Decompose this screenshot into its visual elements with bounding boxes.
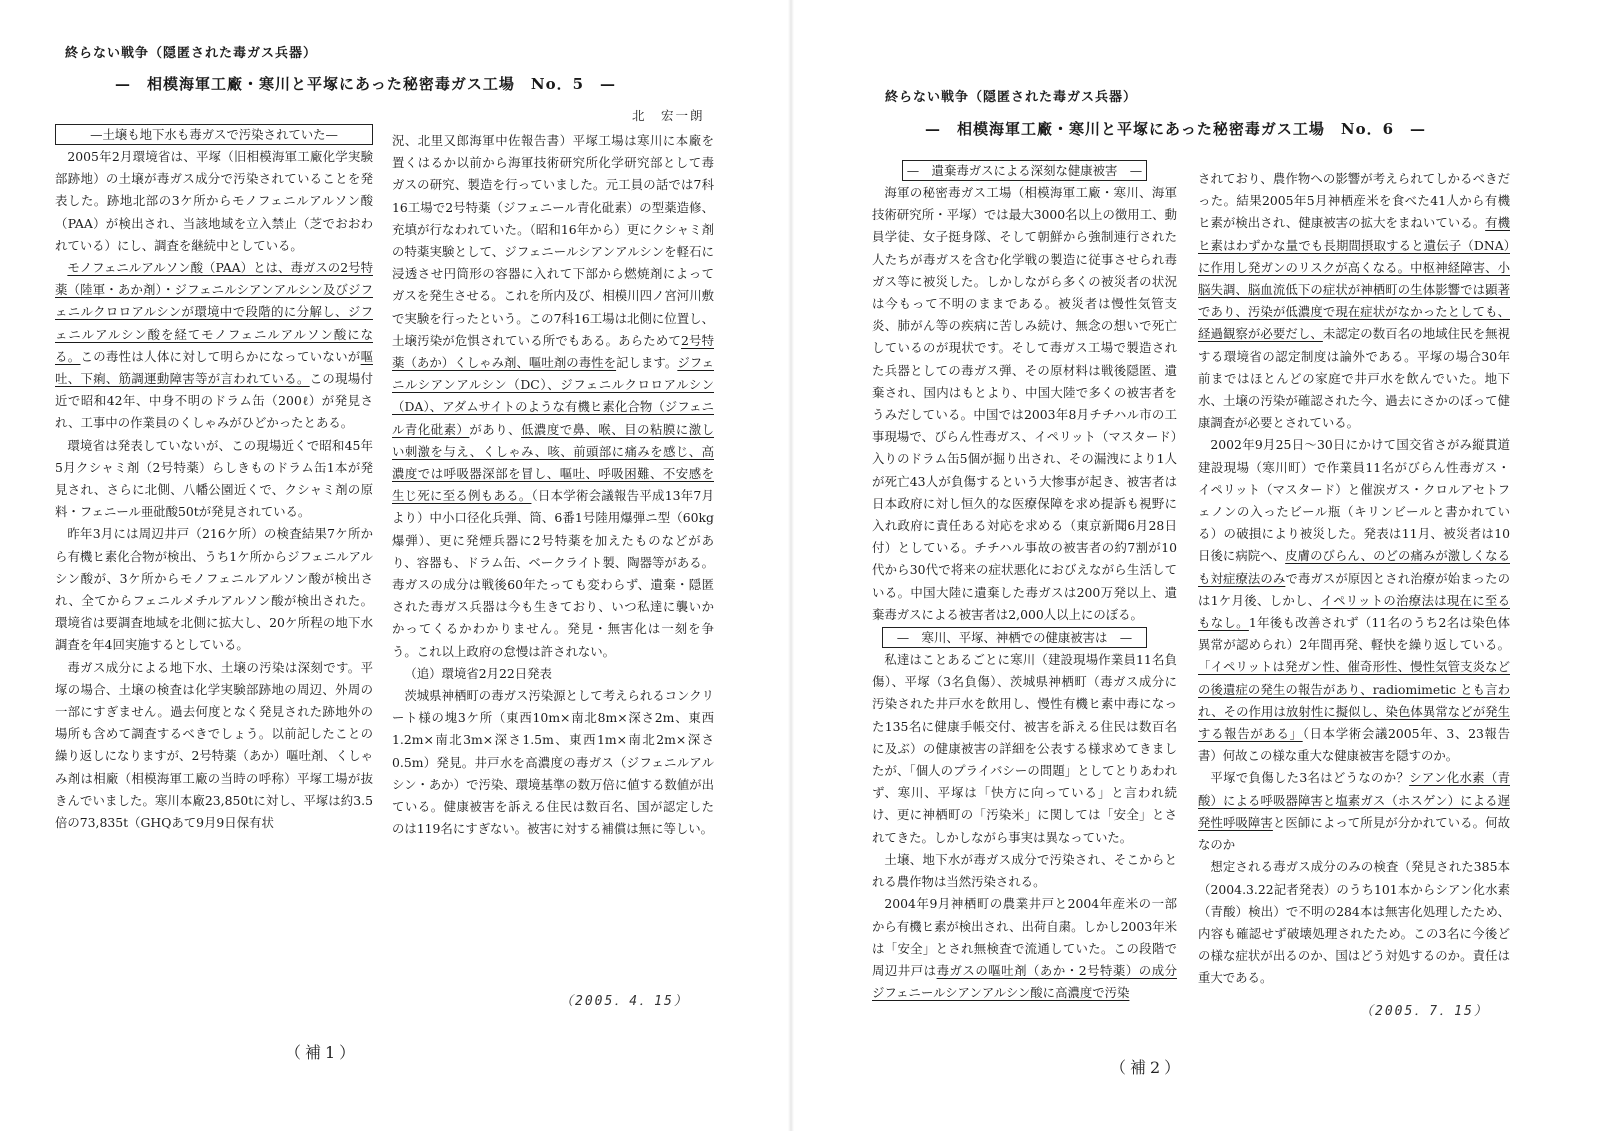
paragraph: 昨年3月には周辺井戸（216ケ所）の検査結果7ケ所から有機ヒ素化合物が検出、うち1ケ所からジフェニルアルシン酸が、3ケ所からモノフェニルアルソン酸が検出され、全てからフェニルメチルアルソン酸が検出された。環境省は要調査地域を北側に拡大し、20ケ所程の地下水調査を年4回実施するとしている。 bbox=[55, 526, 373, 653]
handwritten-date: （2005．7．15） bbox=[1360, 1004, 1489, 1019]
paragraph: 土壌、地下水が毒ガス成分で汚染され、そこからとれる農作物は当然汚染される。 bbox=[872, 851, 1177, 890]
paragraph: 2002年9月25日～30日にかけて国交省さがみ縦貫道建設現場（寒川町）で作業員11名がびらん性毒ガス・イペリット（マスタード）と催涙ガス・クロルアセトフェノンの入ったビール瓶（キリンビールと書かれている）の破損により被災した。発表は11月、被災者は10日後に病院へ、皮膚のびらん、のどの痛みが激しくなるも対症療法のみで毒ガスが原因とされ治療が始まったのは1ケ月後、しかし、イペリットの治療法は現在に至るもなし。1年後も改善されず（11名のうち2名は染色体異常が認められ）2年間再発、軽快を繰り返している。「イペリットは発ガン性、催奇形性、慢性気管支炎などの後遺症の発生の報告があり、radiomimetic とも言われ、その作用は放射性に擬似し、染色体異常などが発生する報告がある」（日本学術会議2005年、3、23報告書）何故この様な重大な健康被害を隠すのか。 bbox=[1198, 437, 1510, 764]
page-gutter bbox=[788, 0, 794, 1131]
paragraph: 海軍の秘密毒ガス工場（相模海軍工廠・寒川、海軍技術研究所・平塚）では最大3000名以上の徴用工、動員学徒、女子挺身隊、そして朝鮮から強制連行された人たちが毒ガスを含む化学戦の製造に従事させられ毒ガス等に被災した。しかしながら多くの被災者の状況は今もって不明のままである。被災者は慢性気管支炎、肺がん等の疾病に苦しみ続け、無念の想いで死亡しているのが現状です。そして毒ガス工場で製造された兵器としての毒ガス弾、その原材料は戦後隠匿、遺棄され、国内はもとより、中国大陸で多くの被害者をうみだしている。中国では2003年8月チチハル市の工事現場で、びらん性毒ガス、イペリット（マスタード）入りのドラム缶5個が掘り出され、その漏洩により1人が死亡43人が負傷するという大惨事が起き、被害者は日本政府に対し恒久的な医療保障を求め提訴も視野に入れ政府に責任ある対応を求める（東京新聞6月28日付）としている。チチハル事故の被害者の約7割が10代から30代で将来の症状悪化におびえながら生活している。中国大陸に遺棄した毒ガスは200万発以上、遺棄毒ガスによる被害者は2,000人以上にのぼる。 bbox=[872, 185, 1177, 622]
page-number: （補1） bbox=[285, 1043, 360, 1062]
paragraph: 想定される毒ガス成分のみの検査（発見された385本（2004.3.22記者発表）のうち101本からシアン化水素（青酸）検出）で不明の284本は無害化処理したため、内容も確認せず破壊処理されたため。この3名に今後どの様な症状が出るのか、国はどう対処するのか。責任は重大である。 bbox=[1198, 859, 1510, 986]
paragraph: されており、農作物への影響が考えられてしかるべきだった。結果2005年5月神栖産米を食べた41人から有機ヒ素が検出され、健康被害の拡大をまねいている。有機ヒ素はわずかな量でも長期間摂取すると遺伝子（DNA）に作用し発ガンのリスクが高くなる。中枢神経障害、小脳失調、脳血流低下の症状が神栖町の生体影響では顕著であり、汚染が低濃度で現在症状がなかったとしても、経過観察が必要だし、未認定の数百名の地域住民を無視する環境省の認定制度は論外である。平塚の場合30年前まではほとんどの家庭で井戸水を飲んでいた。地下水、土壌の汚染が確認された今、過去にさかのぼって健康調査が必要とされている。 bbox=[1198, 171, 1510, 431]
series-title: 終らない戦争（隠匿された毒ガス兵器） bbox=[885, 90, 1138, 105]
series-title: 終らない戦争（隠匿された毒ガス兵器） bbox=[65, 46, 318, 61]
paragraph: 毒ガス成分による地下水、土壌の汚染は深刻です。平塚の場合、土壌の検査は化学実験部跡地の周辺、外周の一部にすぎません。過去何度となく発見された跡地外の場所も含めて調査するべきでしょう。以前記したことの繰り返しになりますが、2号特薬（あか）嘔吐剤、くしゃみ剤は相廠（相模海軍工廠の当時の呼称）平塚工場が抜きんでいました。寒川本廠23,850tに対し、平塚は約3.5倍の73,835t（GHQあて9月9日保有状 bbox=[55, 659, 373, 831]
section-heading-box: — 遺棄毒ガスによる深刻な健康被害 — bbox=[902, 160, 1147, 181]
paragraph: 2004年9月神栖町の農業井戸と2004年産米の一部から有機ヒ素が検出され、出荷自粛。しかし2003年米は「安全」とされ無検査で流通していた。この段階で周辺井戸は毒ガスの嘔吐剤（あか・2号特薬）の成分ジフェニールシアンアルシン酸に高濃度で汚染 bbox=[872, 896, 1177, 1001]
paragraph: 平塚で負傷した3名はどうなのか？シアン化水素（青酸）による呼吸器障害と塩素ガス（ホスゲン）による遅発性呼吸障害と医師によって所見が分かれている。何故なのか bbox=[1198, 770, 1510, 853]
addendum-heading: （追）環境省2月22日発表 bbox=[404, 665, 552, 681]
paragraph: 茨城県神栖町の毒ガス汚染源として考えられるコンクリート様の塊3ケ所（東西10m×南北8m×深さ2m、東西1.2m×南北3m×深さ1.5m、東西1m×南北2m×深さ0.5m）発見。井戸水を高濃度の毒ガス（ジフェニルアルシン・あか）で汚染、環境基準の数万倍に値する数値が出ている。健康被害を訴える住民は数百名、国が認定したのは119名にすぎない。被害に対する補償は無に等しい。 bbox=[392, 688, 714, 837]
left-column-1 bbox=[55, 124, 373, 1009]
author: 北 宏一朗 bbox=[632, 108, 705, 123]
left-page bbox=[0, 0, 780, 1131]
handwritten-date: （2005．4．15） bbox=[560, 994, 689, 1009]
paragraph: 2005年2月環境省は、平塚（旧相模海軍工廠化学実験部跡地）の土壌が毒ガス成分で汚染されていることを発表した。跡地北部の3ケ所からモノフェニルアルソン酸（PAA）が検出され、当該地域を立入禁止（芝でおおわれている）にし、調査を継続中としている。 bbox=[55, 149, 373, 253]
right-column-2 bbox=[1198, 168, 1510, 1013]
section-heading-box: — 寒川、平塚、神栖での健康被害は — bbox=[882, 627, 1147, 648]
section-heading-box: —土壌も地下水も毒ガスで汚染されていた— bbox=[55, 124, 373, 145]
left-column-2 bbox=[392, 130, 714, 985]
right-page bbox=[800, 0, 1600, 1131]
paragraph: モノフェニルアルソン酸（PAA）とは、毒ガスの2号特薬（陸軍・あか剤）・ジフェニルシアンアルシン及びジフェニルクロロアルシンが環境中で段階的に分解し、ジフェニルアルシン酸を経てモノフェニルアルソン酸になる。この毒性は人体に対して明らかになっていないが嘔吐、下痢、筋調運動障害等が言われている。この現場付近で昭和42年、中身不明のドラム缶（200ℓ）が発見され、工事中の作業員のくしゃみがひどかったとある。 bbox=[55, 260, 373, 431]
page-number: （補2） bbox=[1110, 1058, 1185, 1077]
paragraph: 況、北里又郎海軍中佐報告書）平塚工場は寒川に本廠を置くはるか以前から海軍技術研究所化学研究部として毒ガスの研究、製造を行っていました。元工員の話では7科16工場で2号特薬（ジフェニール青化砒素）の型薬造修、充填が行なわれていた。（昭和16年から）更にクシャミ剤の特薬実験として、ジフェニールシアンアルシンを軽石に浸透させ円筒形の容器に入れて下部から燃焼剤によってガスを発生させる。これを所内及び、相模川四ノ宮河川敷で実験を行ったという。この7科16工場は北側に位置し、土壌汚染が危惧されている所でもある。あらためて2号特薬（あか）くしゃみ剤、嘔吐剤の毒性を記します。ジフェニルシアンアルシン（DC）、ジフェニルクロロアルシン（DA）、アダムサイトのような有機ヒ素化合物（ジフェニル青化砒素）があり、低濃度で鼻、喉、目の粘膜に激しい刺激を与え、くしゃみ、咳、前頭部に痛みを感じ、高濃度では呼吸器深部を冒し、嘔吐、呼吸困難、不安感を生じ死に至る例もある。（日本学術会議報告平成13年7月より）中小口径化兵弾、筒、6番1号陸用爆弾ニ型（60kg爆弾）、更に発煙兵器に2号特薬を加えたものなどがあり、容器も、ドラム缶、ベークライト製、陶器等がある。毒ガスの成分は戦後60年たっても変わらず、遺棄・隠匿された毒ガス兵器は今も生きており、いつ私達に襲いかかってくるかわかりません。発見・無害化は一刻を争う。これ以上政府の怠慢は許されない。 bbox=[392, 133, 714, 659]
article-title: — 相模海軍工廠・寒川と平塚にあった秘密毒ガス工場 No．6 — bbox=[925, 120, 1427, 138]
right-column-1 bbox=[872, 160, 1177, 1015]
paragraph: 環境省は発表していないが、この現場近くで昭和45年5月クシャミ剤（2号特薬）らしきものドラム缶1本が発見され、さらに北側、八幡公園近くで、クシャミ剤の原料・フェニール亜砒酸50tが発見されている。 bbox=[55, 437, 373, 520]
paragraph: 私達はことあるごとに寒川（建設現場作業員11名負傷）、平塚（3名負傷）、茨城県神栖町（毒ガス成分に汚染された井戸水を飲用し、慢性有機ヒ素中毒になった135名に健康手帳交付、被害を訴える住民は数百名に及ぶ）の健康被害の詳細を公表する様求めてきましたが、「個人のプライバシーの問題」としてとりあわれず、寒川、平塚は「快方に向っている」と言われ続け、更に神栖町の「汚染米」に関しては「安全」とされてきた。しかしながら事実は異なっていた。 bbox=[872, 652, 1177, 845]
article-title: — 相模海軍工廠・寒川と平塚にあった秘密毒ガス工場 No．5 — bbox=[115, 75, 617, 93]
